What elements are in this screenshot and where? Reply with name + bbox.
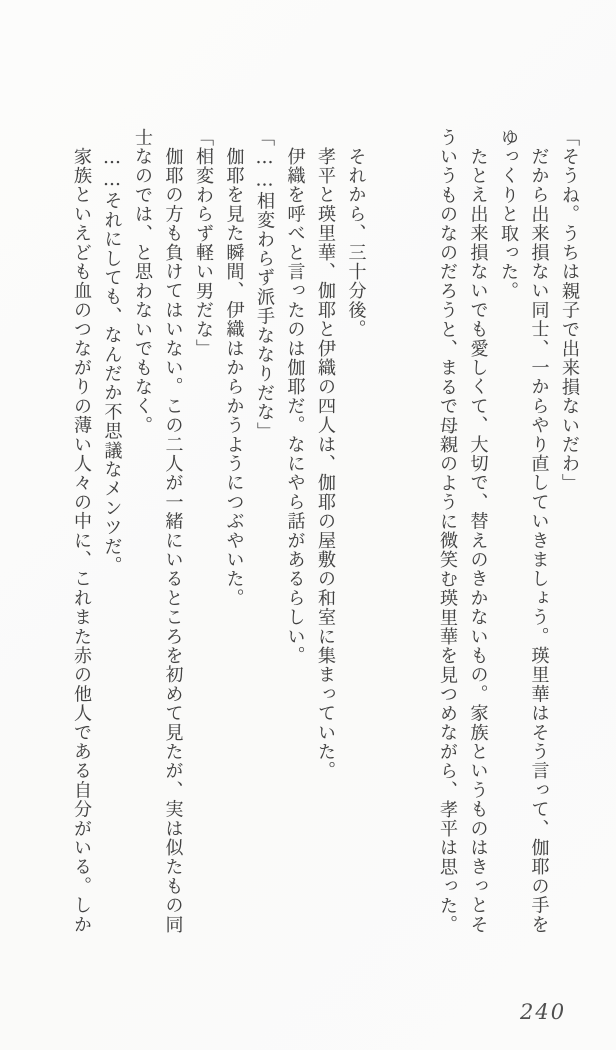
- paragraph: 伽耶の方も負けてはいない。この二人が一緒にいるところを初めて見たが、実は似たもの同士なのでは、と思わないでもなく。: [132, 128, 184, 935]
- dialogue-line: 「……相変わらず派手ななりだな」: [254, 128, 275, 442]
- paragraph: 伊織を呼べと言ったのは伽耶だ。なにやら話があるらしい。: [284, 147, 306, 666]
- paragraph: ……それにしても、なんだか不思議なメンツだ。: [101, 147, 123, 576]
- paragraph-scene-start: それから、三十分後。: [345, 147, 367, 340]
- paragraph: 伽耶を見た瞬間、伊織はからかうようにつぶやいた。: [223, 147, 245, 608]
- dialogue-line: 「相変わらず軽い男だな」: [193, 128, 214, 359]
- paragraph: たとえ出来損ないでも愛しくて、大切で、替えのきかないもの。家族というものはきっとそういうものなのだろうと、まるで母親のように微笑む瑛里華を見つめながら、孝平は思った。: [437, 128, 489, 935]
- paragraph: だから出来損ない同士、一からやり直していきましょう。瑛里華はそう言って、伽耶の手をゆっくりと取った。: [498, 128, 550, 935]
- dialogue-line: 「そうね。うちは親子で出来損ないだわ」: [559, 128, 580, 493]
- novel-text-block: [66, 128, 585, 940]
- paragraph: 孝平と瑛里華、伽耶と伊織の四人は、伽耶の屋敷の和室に集まっていた。: [315, 147, 336, 781]
- paragraph: 家族といえども血のつながりの薄い人々の中に、これまた赤の他人である自分がいる。しか: [71, 147, 92, 935]
- page-number: 240: [520, 1000, 567, 1024]
